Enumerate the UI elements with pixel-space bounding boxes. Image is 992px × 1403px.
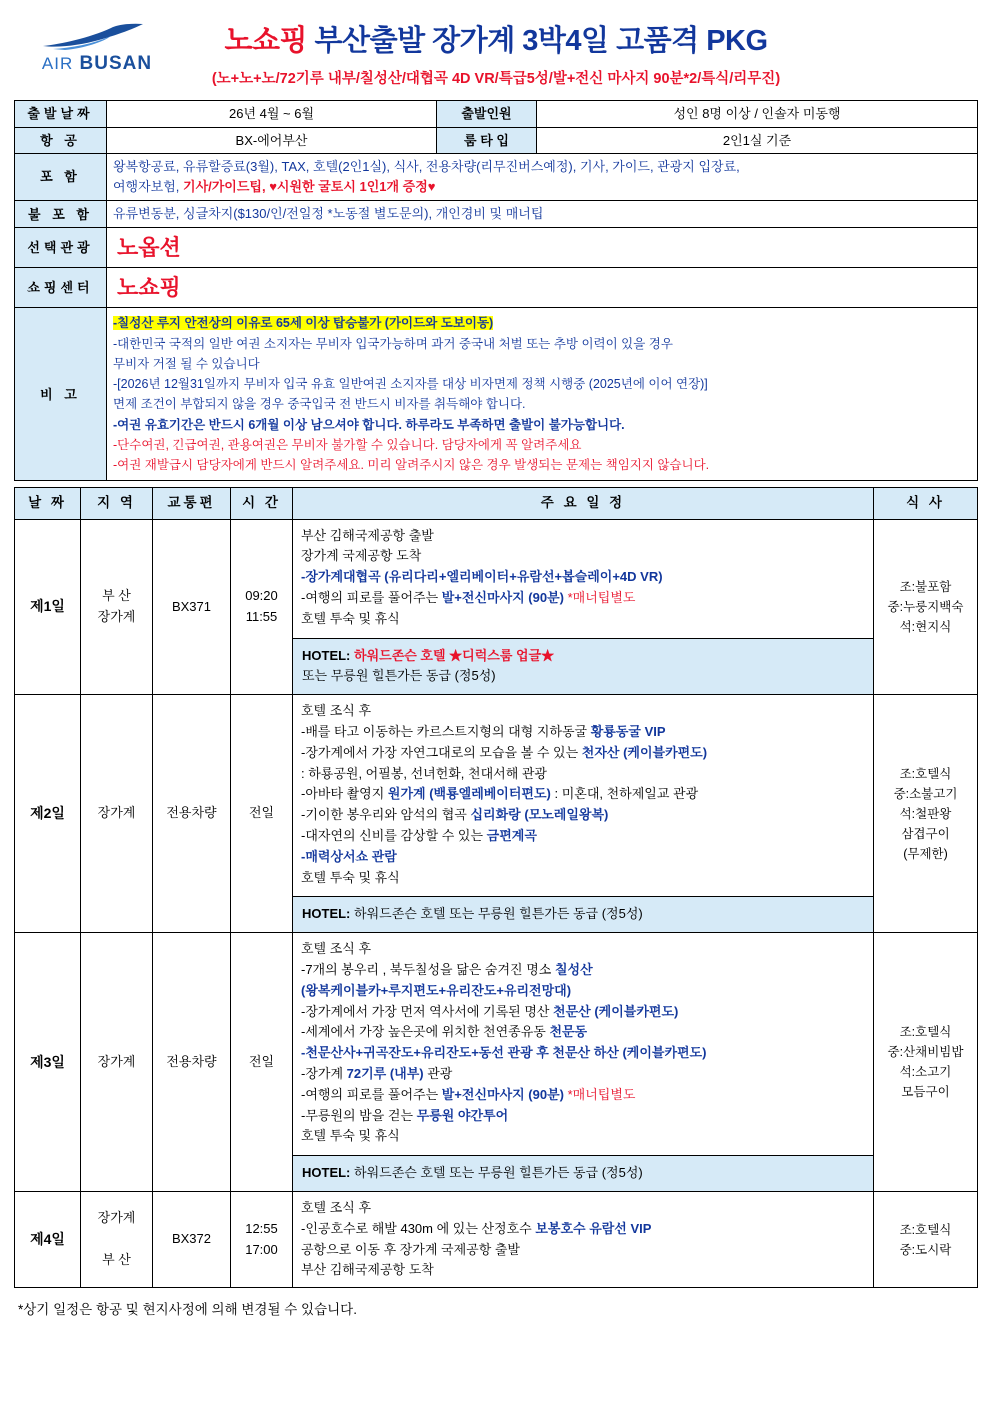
schedule-line: 호텔 조식 후 (301, 941, 372, 957)
value-air: BX-에어부산 (107, 127, 437, 154)
table-row (15, 101, 978, 128)
hotel-line (302, 904, 864, 925)
day-label: 제4일 (15, 1191, 81, 1287)
hotel-value: 하워드존슨 호텔 또는 무릉원 힐튼가든 동급 (정5성) (354, 1165, 643, 1181)
info-table (14, 100, 978, 481)
schedule-line: 호텔 조식 후 (301, 1199, 372, 1215)
page-subtitle: (노+노+노/72기루 내부/칠성산/대협곡 4D VR/특급5성/발+전신 마사지 90분*2/특식/리무진) (211, 71, 781, 87)
day-label: 제2일 (15, 695, 81, 933)
include-line-2-plain: 여행자보험, (113, 179, 184, 195)
meal-line: 중:산채비빔밥 (887, 1045, 964, 1060)
meal-line: 삼겹구이 (901, 826, 950, 841)
logo-busan-text: BUSAN (79, 53, 153, 74)
page-header (14, 8, 978, 100)
meal-line: 모듬구이 (901, 1085, 950, 1100)
schedule-line: -대자연의 신비를 감상할 수 있는 금편계곡 (301, 828, 537, 844)
remark-line: -여권 재발급시 담당자에게 반드시 알려주세요. 미리 알려주시지 않은 경우 발생되는 문제는 책임지지 않습니다. (113, 458, 710, 473)
schedule-line: (왕복케이블카+루지편도+유리잔도+유리전망대) (301, 982, 572, 998)
transport-label: BX372 (153, 1191, 231, 1287)
schedule-line: 호텔 조식 후 (301, 703, 372, 719)
table-row (15, 933, 978, 1192)
time-label: 전일 (231, 933, 293, 1192)
value-optional-tour: 노옵션 (107, 228, 978, 268)
itinerary-header-row (15, 488, 978, 519)
hotel-label: HOTEL: (302, 906, 351, 922)
transport-label: BX371 (153, 519, 231, 695)
air-busan-logo (32, 22, 162, 73)
include-line-2 (113, 177, 971, 197)
schedule-line: -매력상서쇼 관람 (301, 848, 397, 864)
meal-line: 조:호텔식 (899, 766, 952, 781)
logo-text (32, 54, 162, 73)
schedule-line: -장가계 72기루 (내부) 관광 (301, 1066, 453, 1081)
schedule-line: -여행의 피로를 풀어주는 발+전신마사지 (90분) *매너팁별도 (301, 590, 636, 606)
schedule-line: -장가계대협곡 (유리다리+엘리베이터+유람선+봅슬레이+4D VR) (301, 569, 663, 585)
hotel-line-2: 또는 무릉원 힐튼가든 동급 (정5성) (302, 668, 496, 684)
col-transport: 교통편 (153, 488, 231, 519)
schedule-cell (293, 1191, 874, 1287)
table-row (15, 268, 978, 308)
footnote: *상기 일정은 항공 및 현지사정에 의해 변경될 수 있습니다. (18, 1302, 357, 1318)
table-row (15, 695, 978, 933)
remark-line: 면제 조건이 부합되지 않을 경우 중국입국 전 반드시 비자를 취득해야 합니다. (113, 397, 526, 412)
transport-label: 전용차량 (153, 695, 231, 933)
title-main: 부산출발 장가계 3박4일 고품격 PKG (314, 25, 768, 57)
meal-line: 중:소불고기 (893, 786, 958, 801)
itinerary-table (14, 487, 978, 1288)
meals-cell (874, 1191, 978, 1287)
table-row (15, 154, 978, 201)
hotel-line (302, 646, 864, 667)
hotel-box (292, 1155, 874, 1192)
meal-line: 조:불포함 (899, 579, 952, 594)
schedule-line: 호텔 투숙 및 휴식 (301, 869, 400, 885)
schedule-line: 부산 김해국제공항 도착 (301, 1262, 434, 1278)
schedule-cell (293, 933, 874, 1192)
hotel-label: HOTEL: (302, 1165, 351, 1181)
day-label: 제1일 (15, 519, 81, 695)
meal-line: 조:호텔식 (899, 1222, 952, 1237)
value-shopping-center: 노쇼핑 (107, 268, 978, 308)
remark-line: -단수여권, 긴급여권, 관용여권은 무비자 불가할 수 있습니다. 담당자에게 꼭 알려주세요 (113, 437, 582, 452)
hotel-box (292, 896, 874, 933)
schedule-line: -기이한 봉우리와 암석의 협곡 십리화랑 (모노레일왕복) (301, 807, 609, 823)
meal-line: 중:누룽지백숙 (887, 599, 964, 614)
time-label: 12:55 17:00 (231, 1191, 293, 1287)
remark-line: -대한민국 국적의 일반 여권 소지자는 무비자 입국가능하며 과거 중국내 처벌 또는 추방 이력이 있을 경우 (113, 336, 673, 351)
value-depart-date: 26년 4월 ~ 6월 (107, 101, 437, 128)
include-line-2-red: 기사/가이드팁, ♥시원한 굴토시 1인1개 증정♥ (183, 179, 436, 195)
schedule-cell (293, 519, 874, 695)
remark-line: 무비자 거절 될 수 있습니다 (113, 356, 260, 371)
meal-line: 중:도시락 (899, 1242, 952, 1257)
schedule-line: -아바타 촬영지 원가계 (백룡엘레베이터편도) : 미혼대, 천하제일교 관광 (301, 786, 699, 802)
hotel-box (292, 638, 874, 696)
schedule-line: -7개의 봉우리 , 북두칠성을 닮은 숨겨진 명소 칠성산 (301, 962, 593, 978)
table-row (15, 308, 978, 481)
meal-line: 석:철판왕 (899, 806, 952, 821)
col-schedule: 주 요 일 정 (293, 488, 874, 519)
label-shopping-center: 쇼핑센터 (15, 268, 107, 308)
label-headcount: 출발인원 (437, 101, 537, 128)
hotel-value: 하워드존슨 호텔 ★디럭스룸 업글★ (354, 647, 555, 663)
hotel-line (302, 1163, 864, 1184)
region-label: 부 산 장가계 (81, 519, 153, 695)
schedule-line: -장가계에서 가장 먼저 역사서에 기록된 명산 천문산 (케이블카편도) (301, 1003, 679, 1019)
schedule-cell (293, 695, 874, 933)
schedule-line: 호텔 투숙 및 휴식 (301, 1128, 400, 1144)
include-line-1: 왕복항공료, 유류할증료(3월), TAX, 호텔(2인1실), 식사, 전용차량(리무진버스예정), 기사, 가이드, 관광지 입장료, (113, 159, 740, 174)
meals-cell (874, 695, 978, 933)
label-depart-date: 출발날짜 (15, 101, 107, 128)
hotel-value: 하워드존슨 호텔 또는 무릉원 힐튼가든 동급 (정5성) (354, 906, 643, 922)
schedule-line: 부산 김해국제공항 출발 (301, 527, 434, 543)
remark-text: -칠성산 루지 안전상의 이유로 65세 이상 탑승불가 (가이드와 도보이동) (113, 316, 494, 331)
schedule-line: -여행의 피로를 풀어주는 발+전신마사지 (90분) *매너팁별도 (301, 1086, 636, 1102)
schedule-line: -장가계에서 가장 자연그대로의 모습을 볼 수 있는 천자산 (케이블카편도) (301, 744, 708, 760)
col-region: 지 역 (81, 488, 153, 519)
label-include: 포 함 (15, 154, 107, 201)
logo-air-text: AIR (41, 54, 74, 73)
schedule-line: 호텔 투숙 및 휴식 (301, 610, 400, 626)
schedule-line: 공항으로 이동 후 장가계 국제공항 출발 (301, 1241, 520, 1257)
schedule-line: -세계에서 가장 높은곳에 위치한 천연종유동 천문동 (301, 1024, 588, 1040)
time-label: 전일 (231, 695, 293, 933)
label-exclude: 불 포 함 (15, 201, 107, 228)
col-time: 시 간 (231, 488, 293, 519)
day-label: 제3일 (15, 933, 81, 1192)
remark-line: -[2026년 12월31일까지 무비자 입국 유효 일반여권 소지자를 대상 비자면제 정책 시행중 (2025년에 이어 연장)] (113, 377, 708, 392)
time-label: 09:20 11:55 (231, 519, 293, 695)
airplane-swoosh-icon (37, 22, 157, 52)
schedule-line: 장가계 국제공항 도착 (301, 548, 422, 564)
table-row (15, 1191, 978, 1287)
meal-line: (무제한) (903, 846, 948, 861)
meal-line: 석:현지식 (899, 619, 952, 634)
table-row (15, 519, 978, 695)
hotel-label: HOTEL: (302, 647, 351, 663)
table-row (15, 127, 978, 154)
region-label: 장가계 (81, 933, 153, 1192)
label-remarks: 비 고 (15, 308, 107, 481)
remark-line: -여권 유효기간은 반드시 6개월 이상 남으셔야 합니다. 하루라도 부족하면 출발이 불가능합니다. (113, 417, 625, 432)
meal-line: 석:소고기 (899, 1065, 952, 1080)
schedule-line: -인공호수로 해발 430m 에 있는 산정호수 보봉호수 유람선 VIP (301, 1220, 652, 1236)
meals-cell (874, 933, 978, 1192)
table-row (15, 201, 978, 228)
meals-cell (874, 519, 978, 695)
col-meals: 식 사 (874, 488, 978, 519)
schedule-line: : 하룡공원, 어필봉, 선녀헌화, 천대서해 관광 (301, 765, 547, 781)
value-headcount: 성인 8명 이상 / 인솔자 미동행 (537, 101, 978, 128)
remark-line (113, 313, 971, 333)
value-exclude: 유류변동분, 싱글차지($130/인/전일정 *노동절 별도문의), 개인경비 및 매너팁 (107, 201, 978, 228)
label-room-type: 룸 타 입 (437, 127, 537, 154)
value-room-type: 2인1실 기준 (537, 127, 978, 154)
title-noshopping: 노쇼핑 (224, 25, 307, 57)
label-optional-tour: 선택관광 (15, 228, 107, 268)
value-include (107, 154, 978, 201)
meal-line: 조:호텔식 (899, 1025, 952, 1040)
value-remarks (107, 308, 978, 481)
label-air: 항 공 (15, 127, 107, 154)
region-label: 장가계 부 산 (81, 1191, 153, 1287)
schedule-line: -배를 타고 이동하는 카르스트지형의 대형 지하동굴 황룡동굴 VIP (301, 724, 666, 740)
table-row (15, 228, 978, 268)
transport-label: 전용차량 (153, 933, 231, 1192)
col-day: 날 짜 (15, 488, 81, 519)
region-label: 장가계 (81, 695, 153, 933)
schedule-line: -천문산사+귀곡잔도+유리잔도+동선 관광 후 천문산 하산 (케이블카편도) (301, 1045, 707, 1061)
schedule-line: -무릉원의 밤을 걷는 무릉원 야간투어 (301, 1107, 509, 1123)
